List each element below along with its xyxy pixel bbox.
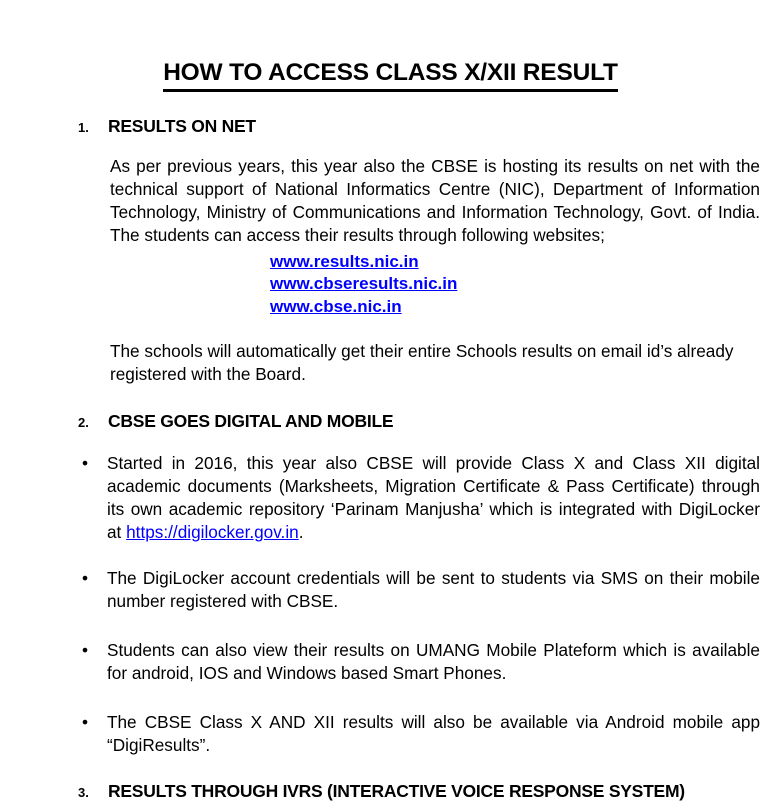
bullet-icon: • (82, 639, 89, 660)
section-1-paragraph-2: The schools will automatically get their entire Schools results on email id’s already registered with the Board. (110, 341, 734, 385)
bullet-text-4: The CBSE Class X AND XII results will also be available via Android mobile app “DigiResults”. (107, 711, 760, 755)
section-number-3: 3. (78, 785, 89, 801)
link-digilocker[interactable]: https://digilocker.gov.in (126, 521, 299, 542)
list-item (270, 296, 781, 319)
results-website-list (0, 251, 781, 319)
page-title-text: HOW TO ACCESS CLASS X/XII RESULT (163, 60, 618, 92)
bullet-icon: • (82, 452, 89, 473)
section-number-1: 1. (78, 119, 89, 135)
section-heading-2 (0, 411, 781, 433)
list-item (0, 567, 781, 613)
list-item (0, 711, 781, 757)
bullet-text-1 (107, 452, 781, 544)
section-1-paragraph-1: As per previous years, this year also the CBSE is hosting its results on net with the technical support of National Informatics Centre (NIC), Department of Information Technology, Ministry of Communications and Information Technology, Govt. of India. The students can access their results through following websites; (110, 155, 760, 245)
bullet-icon: • (82, 567, 89, 588)
section-heading-3 (0, 781, 781, 803)
list-item (0, 639, 781, 685)
link-cbse-nic-in[interactable]: www.cbse.nic.in (270, 296, 402, 316)
bullet-text-2: The DigiLocker account credentials will be sent to students via SMS on their mobile number registered with CBSE. (107, 567, 760, 611)
section-number-2: 2. (78, 415, 89, 431)
bullet-icon: • (82, 711, 89, 732)
section-heading-1 (0, 116, 781, 138)
list-item (270, 251, 781, 274)
bullet-1-text-before-link: Started in 2016, this year also CBSE will provide Class X and Class XII digital academic documents (Marksheets, Migration Certificate & Pass Certificate) through its own academic repository ‘Parinam Manjusha’ which is integrated with DigiLocker at (107, 452, 760, 542)
bullet-text-3: Students can also view their results on UMANG Mobile Plateform which is available for android, IOS and Windows based Smart Phones. (107, 639, 760, 683)
list-item (270, 273, 781, 296)
link-results-nic-in[interactable]: www.results.nic.in (270, 251, 419, 271)
section-title-3: RESULTS THROUGH IVRS (INTERACTIVE VOICE RESPONSE SYSTEM) (108, 781, 685, 802)
link-cbseresults-nic-in[interactable]: www.cbseresults.nic.in (270, 274, 458, 294)
list-item (0, 452, 781, 544)
page-title (0, 0, 781, 92)
section-title-2: CBSE GOES DIGITAL AND MOBILE (108, 411, 394, 432)
section-title-1: RESULTS ON NET (108, 115, 256, 136)
bullet-1-text-after-link: . (298, 521, 304, 542)
